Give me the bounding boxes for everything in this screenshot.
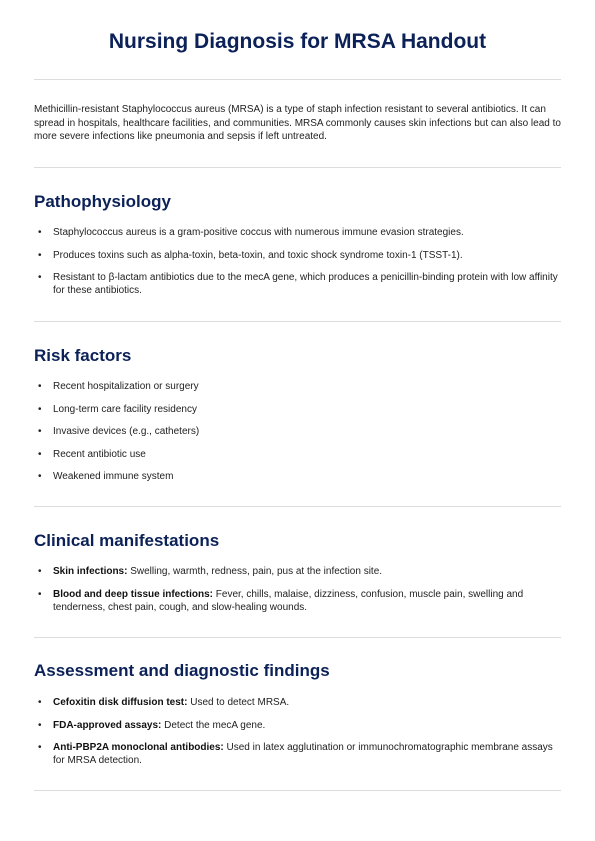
divider	[34, 321, 561, 322]
list-item: • Blood and deep tissue infections: Fever, chills, malaise, dizziness, confusion, muscle pain, swelling and tenderness, chest pain, cough, and slow-healing wounds.	[34, 588, 561, 614]
list-item: • Invasive devices (e.g., catheters)	[34, 425, 561, 438]
list-item: • Anti-PBP2A monoclonal antibodies: Used in latex agglutination or immunochromatographic membrane assays for MRSA detection.	[34, 741, 561, 767]
risk-factors-list	[34, 380, 561, 493]
list-item: • Produces toxins such as alpha-toxin, beta-toxin, and toxic shock syndrome toxin-1 (TSST-1).	[34, 249, 561, 262]
intro-paragraph: Methicillin-resistant Staphylococcus aureus (MRSA) is a type of staph infection resistant to several antibiotics. It can spread in hospitals, healthcare facilities, and communities. MRSA commonly causes skin infections but can also lead to more severe infections like pneumonia and sepsis if left untreated.	[34, 104, 561, 142]
list-item: • Resistant to β-lactam antibiotics due to the mecA gene, which produces a penicillin-binding protein with low affinity for these antibiotics.	[34, 271, 561, 297]
pathophysiology-heading: Pathophysiology	[34, 192, 171, 211]
list-item: • Long-term care facility residency	[34, 403, 561, 416]
list-item: • Recent hospitalization or surgery	[34, 380, 561, 393]
divider	[34, 790, 561, 791]
clinical-manifestations-heading: Clinical manifestations	[34, 531, 220, 550]
list-item: • Weakened immune system	[34, 470, 561, 483]
risk-factors-heading: Risk factors	[34, 346, 132, 365]
list-item: • Cefoxitin disk diffusion test: Used to detect MRSA.	[34, 696, 561, 709]
assessment-list	[34, 696, 561, 777]
list-item: • Recent antibiotic use	[34, 448, 561, 461]
pathophysiology-list	[34, 226, 561, 307]
divider	[34, 79, 561, 80]
divider	[34, 506, 561, 507]
divider	[34, 167, 561, 168]
list-item: • Skin infections: Swelling, warmth, redness, pain, pus at the infection site.	[34, 565, 561, 578]
page-title: Nursing Diagnosis for MRSA Handout	[108, 30, 487, 53]
list-item: • FDA-approved assays: Detect the mecA gene.	[34, 719, 561, 732]
clinical-manifestations-list	[34, 565, 561, 623]
list-item: • Staphylococcus aureus is a gram-positive coccus with numerous immune evasion strategies.	[34, 226, 561, 239]
assessment-heading: Assessment and diagnostic findings	[34, 661, 330, 680]
divider	[34, 637, 561, 638]
